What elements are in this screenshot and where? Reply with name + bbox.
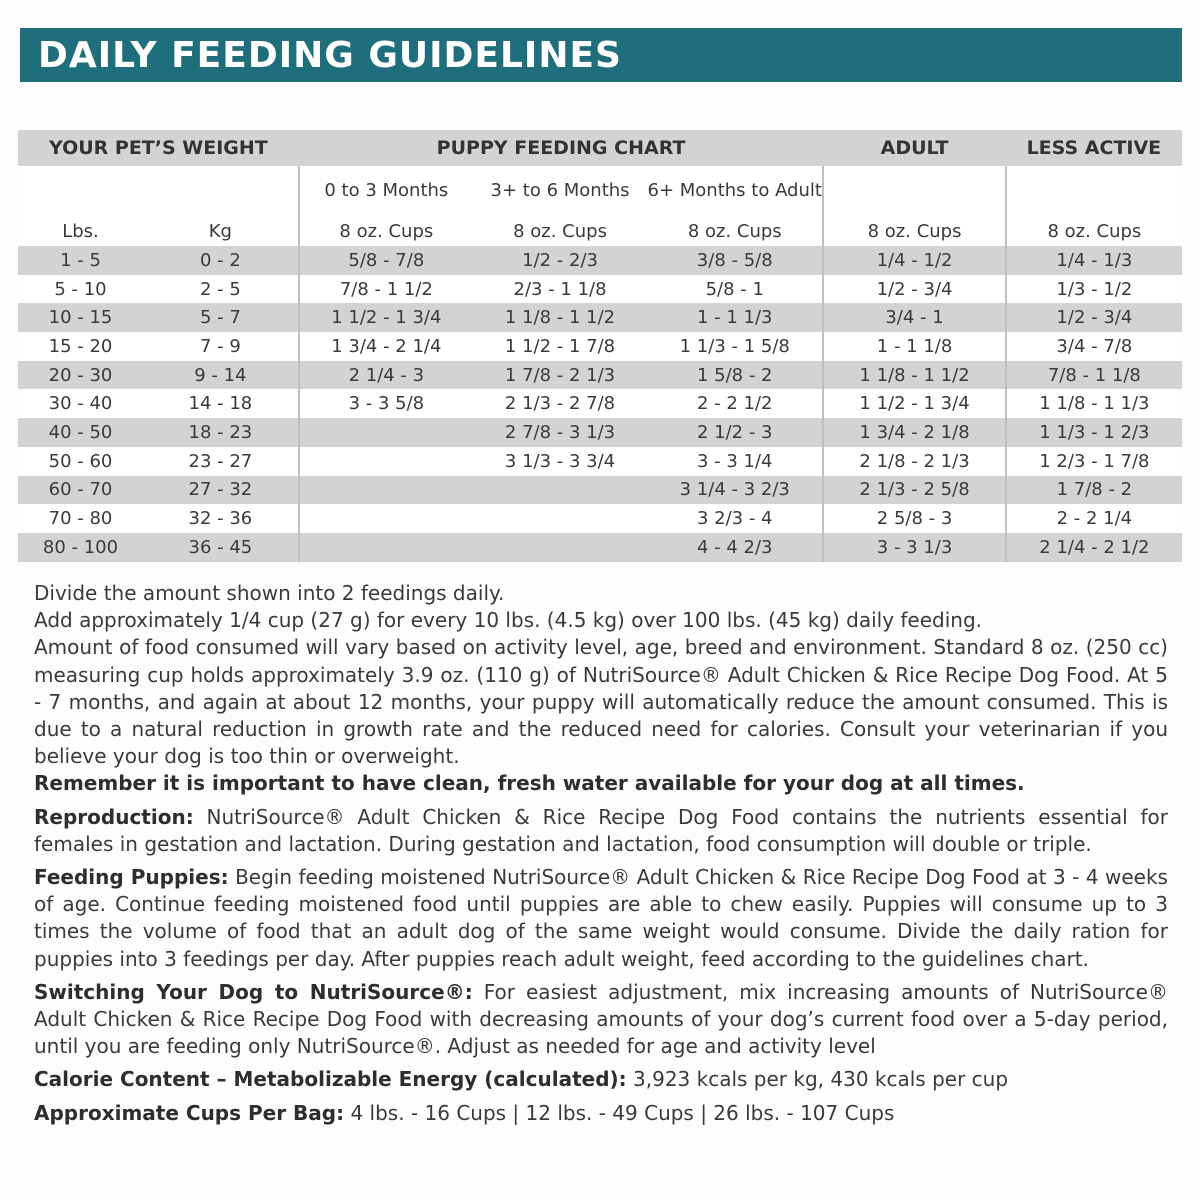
cell-puppy-3-6: 1 1/2 - 1 7/8 <box>473 332 647 361</box>
table-row <box>18 447 1182 476</box>
cell-puppy-3-6: 2/3 - 1 1/8 <box>473 275 647 304</box>
cell-puppy-3-6 <box>473 476 647 505</box>
age-col-0-3: 0 to 3 Months <box>299 166 473 216</box>
age-col-3-6: 3+ to 6 Months <box>473 166 647 216</box>
note-switching <box>34 979 1168 1061</box>
cell-puppy-6-adult: 5/8 - 1 <box>647 275 823 304</box>
cell-puppy-6-adult: 1 - 1 1/3 <box>647 303 823 332</box>
switching-text: For easiest adjustment, mix increasing amounts of NutriSource® Adult Chicken & Rice Recipe Dog Food with decreasing amounts of your dog’s current food over a 5-day period, until you are feeding only NutriSource®. Adjust as needed for age and activity level <box>34 979 1168 1059</box>
cell-lbs: 80 - 100 <box>18 533 143 562</box>
unit-cups: 8 oz. Cups <box>473 216 647 246</box>
cell-puppy-6-adult: 3 - 3 1/4 <box>647 447 823 476</box>
unit-lbs: Lbs. <box>18 216 143 246</box>
cell-lbs: 10 - 15 <box>18 303 143 332</box>
cell-kg: 9 - 14 <box>143 361 299 390</box>
table-row <box>18 361 1182 390</box>
cell-less-active: 1/2 - 3/4 <box>1006 303 1182 332</box>
cell-less-active: 1 1/3 - 1 2/3 <box>1006 418 1182 447</box>
cell-puppy-0-3 <box>299 504 473 533</box>
cell-less-active: 1/4 - 1/3 <box>1006 246 1182 275</box>
unit-kg: Kg <box>143 216 299 246</box>
cell-kg: 27 - 32 <box>143 476 299 505</box>
note-cups-per-bag <box>34 1100 1168 1127</box>
note-reproduction <box>34 804 1168 858</box>
cell-kg: 0 - 2 <box>143 246 299 275</box>
cell-adult: 1 3/4 - 2 1/8 <box>823 418 1005 447</box>
note-divide: Divide the amount shown into 2 feedings daily. <box>34 581 505 605</box>
cell-less-active: 2 1/4 - 2 1/2 <box>1006 533 1182 562</box>
table-row <box>18 275 1182 304</box>
age-col-6-adult: 6+ Months to Adult <box>647 166 823 216</box>
cell-puppy-0-3 <box>299 418 473 447</box>
note-calorie <box>34 1066 1168 1093</box>
age-subheader-row <box>18 166 1182 216</box>
cell-lbs: 5 - 10 <box>18 275 143 304</box>
cell-adult: 2 1/8 - 2 1/3 <box>823 447 1005 476</box>
cell-kg: 32 - 36 <box>143 504 299 533</box>
cell-puppy-3-6: 2 7/8 - 3 1/3 <box>473 418 647 447</box>
table-row <box>18 476 1182 505</box>
cell-adult: 1/2 - 3/4 <box>823 275 1005 304</box>
cell-puppy-3-6: 1 7/8 - 2 1/3 <box>473 361 647 390</box>
cell-puppy-0-3 <box>299 476 473 505</box>
cell-puppy-6-adult: 3/8 - 5/8 <box>647 246 823 275</box>
cell-kg: 2 - 5 <box>143 275 299 304</box>
cell-puppy-6-adult: 2 - 2 1/2 <box>647 389 823 418</box>
cell-adult: 2 5/8 - 3 <box>823 504 1005 533</box>
cell-less-active: 3/4 - 7/8 <box>1006 332 1182 361</box>
feeding-table <box>18 130 1182 562</box>
cell-puppy-3-6: 2 1/3 - 2 7/8 <box>473 389 647 418</box>
cell-adult: 1 - 1 1/8 <box>823 332 1005 361</box>
cell-kg: 14 - 18 <box>143 389 299 418</box>
calorie-label: Calorie Content – Metabolizable Energy (calculated): <box>34 1067 627 1092</box>
cell-adult: 1 1/2 - 1 3/4 <box>823 389 1005 418</box>
cell-puppy-3-6 <box>473 533 647 562</box>
units-row <box>18 216 1182 246</box>
cell-puppy-0-3: 3 - 3 5/8 <box>299 389 473 418</box>
title-banner <box>20 28 1182 82</box>
cell-puppy-6-adult: 1 1/3 - 1 5/8 <box>647 332 823 361</box>
puppies-label: Feeding Puppies: <box>34 865 229 890</box>
calorie-text: 3,923 kcals per kg, 430 kcals per cup <box>626 1067 1009 1092</box>
subheader-less-active-blank <box>1006 166 1182 216</box>
unit-cups: 8 oz. Cups <box>823 216 1005 246</box>
cell-lbs: 60 - 70 <box>18 476 143 505</box>
unit-cups: 8 oz. Cups <box>647 216 823 246</box>
cell-less-active: 1/3 - 1/2 <box>1006 275 1182 304</box>
note-feeding-puppies <box>34 864 1168 973</box>
reproduction-label: Reproduction: <box>34 804 194 829</box>
table-row <box>18 504 1182 533</box>
table-row <box>18 332 1182 361</box>
cups-label: Approximate Cups Per Bag: <box>34 1100 345 1125</box>
switching-label: Switching Your Dog to NutriSource®: <box>34 979 473 1004</box>
cell-puppy-3-6 <box>473 504 647 533</box>
cell-puppy-0-3: 1 1/2 - 1 3/4 <box>299 303 473 332</box>
table-row <box>18 533 1182 562</box>
note-water: Remember it is important to have clean, fresh water available for your dog at all times. <box>34 771 1025 796</box>
cell-puppy-6-adult: 3 1/4 - 3 2/3 <box>647 476 823 505</box>
cell-puppy-0-3: 2 1/4 - 3 <box>299 361 473 390</box>
cell-puppy-3-6: 1/2 - 2/3 <box>473 246 647 275</box>
unit-cups: 8 oz. Cups <box>1006 216 1182 246</box>
cell-less-active: 7/8 - 1 1/8 <box>1006 361 1182 390</box>
cell-lbs: 40 - 50 <box>18 418 143 447</box>
cell-adult: 3/4 - 1 <box>823 303 1005 332</box>
header-weight: YOUR PET’S WEIGHT <box>18 130 299 166</box>
header-adult: ADULT <box>823 130 1005 166</box>
table-row <box>18 246 1182 275</box>
cell-puppy-6-adult: 3 2/3 - 4 <box>647 504 823 533</box>
cell-less-active: 1 2/3 - 1 7/8 <box>1006 447 1182 476</box>
reproduction-text: NutriSource® Adult Chicken & Rice Recipe Dog Food contains the nutrients essential for females in gestation and lactation. During gestation and lactation, food consumption will double or triple. <box>34 804 1168 856</box>
cell-less-active: 2 - 2 1/4 <box>1006 504 1182 533</box>
cell-kg: 18 - 23 <box>143 418 299 447</box>
cell-adult: 3 - 3 1/3 <box>823 533 1005 562</box>
cell-puppy-0-3 <box>299 533 473 562</box>
cell-lbs: 50 - 60 <box>18 447 143 476</box>
cell-lbs: 20 - 30 <box>18 361 143 390</box>
cell-puppy-0-3 <box>299 447 473 476</box>
cell-less-active: 1 1/8 - 1 1/3 <box>1006 389 1182 418</box>
note-add: Add approximately 1/4 cup (27 g) for every 10 lbs. (4.5 kg) over 100 lbs. (45 kg) daily feeding. <box>34 608 983 633</box>
cell-puppy-3-6: 3 1/3 - 3 3/4 <box>473 447 647 476</box>
unit-cups: 8 oz. Cups <box>299 216 473 246</box>
cell-adult: 2 1/3 - 2 5/8 <box>823 476 1005 505</box>
cell-adult: 1 1/8 - 1 1/2 <box>823 361 1005 390</box>
table-body <box>18 246 1182 562</box>
cell-puppy-6-adult: 1 5/8 - 2 <box>647 361 823 390</box>
cell-puppy-6-adult: 4 - 4 2/3 <box>647 533 823 562</box>
cell-lbs: 1 - 5 <box>18 246 143 275</box>
subheader-blank <box>18 166 299 216</box>
table-header-row <box>18 130 1182 166</box>
puppies-text: Begin feeding moistened NutriSource® Adult Chicken & Rice Recipe Dog Food at 3 - 4 weeks of age. Continue feeding moistened food until puppies are able to chew easily. Puppies will consume up to 3 times the volume of food that an adult dog of the same weight would consume. Divide the daily ration for puppies into 3 feedings per day. After puppies reach adult weight, feed according to the guidelines chart. <box>34 865 1168 971</box>
cell-kg: 5 - 7 <box>143 303 299 332</box>
cell-puppy-3-6: 1 1/8 - 1 1/2 <box>473 303 647 332</box>
header-puppy: PUPPY FEEDING CHART <box>299 130 824 166</box>
cell-less-active: 1 7/8 - 2 <box>1006 476 1182 505</box>
cell-lbs: 30 - 40 <box>18 389 143 418</box>
table-row <box>18 389 1182 418</box>
cell-kg: 36 - 45 <box>143 533 299 562</box>
cell-kg: 7 - 9 <box>143 332 299 361</box>
table-row <box>18 303 1182 332</box>
cell-puppy-6-adult: 2 1/2 - 3 <box>647 418 823 447</box>
subheader-adult-blank <box>823 166 1005 216</box>
header-less-active: LESS ACTIVE <box>1006 130 1182 166</box>
cell-lbs: 15 - 20 <box>18 332 143 361</box>
cups-text: 4 lbs. - 16 Cups | 12 lbs. - 49 Cups | 26 lbs. - 107 Cups <box>344 1100 895 1125</box>
cell-puppy-0-3: 1 3/4 - 2 1/4 <box>299 332 473 361</box>
cell-kg: 23 - 27 <box>143 447 299 476</box>
cell-lbs: 70 - 80 <box>18 504 143 533</box>
cell-adult: 1/4 - 1/2 <box>823 246 1005 275</box>
cell-puppy-0-3: 7/8 - 1 1/2 <box>299 275 473 304</box>
guidelines-text <box>34 580 1168 1127</box>
table-row <box>18 418 1182 447</box>
page-title: DAILY FEEDING GUIDELINES <box>38 34 622 76</box>
cell-puppy-0-3: 5/8 - 7/8 <box>299 246 473 275</box>
note-amount: Amount of food consumed will vary based on activity level, age, breed and environment. Standard 8 oz. (250 cc) measuring cup holds approximately 3.9 oz. (110 g) of NutriSource® Adult Chicken & Rice Recipe Dog Food. At 5 - 7 months, and again at about 12 months, your puppy will automatically reduce the amount consumed. This is due to a natural reduction in growth rate and the reduced need for calories. Consult your veterinarian if you believe your dog is too thin or overweight. <box>34 635 1168 769</box>
